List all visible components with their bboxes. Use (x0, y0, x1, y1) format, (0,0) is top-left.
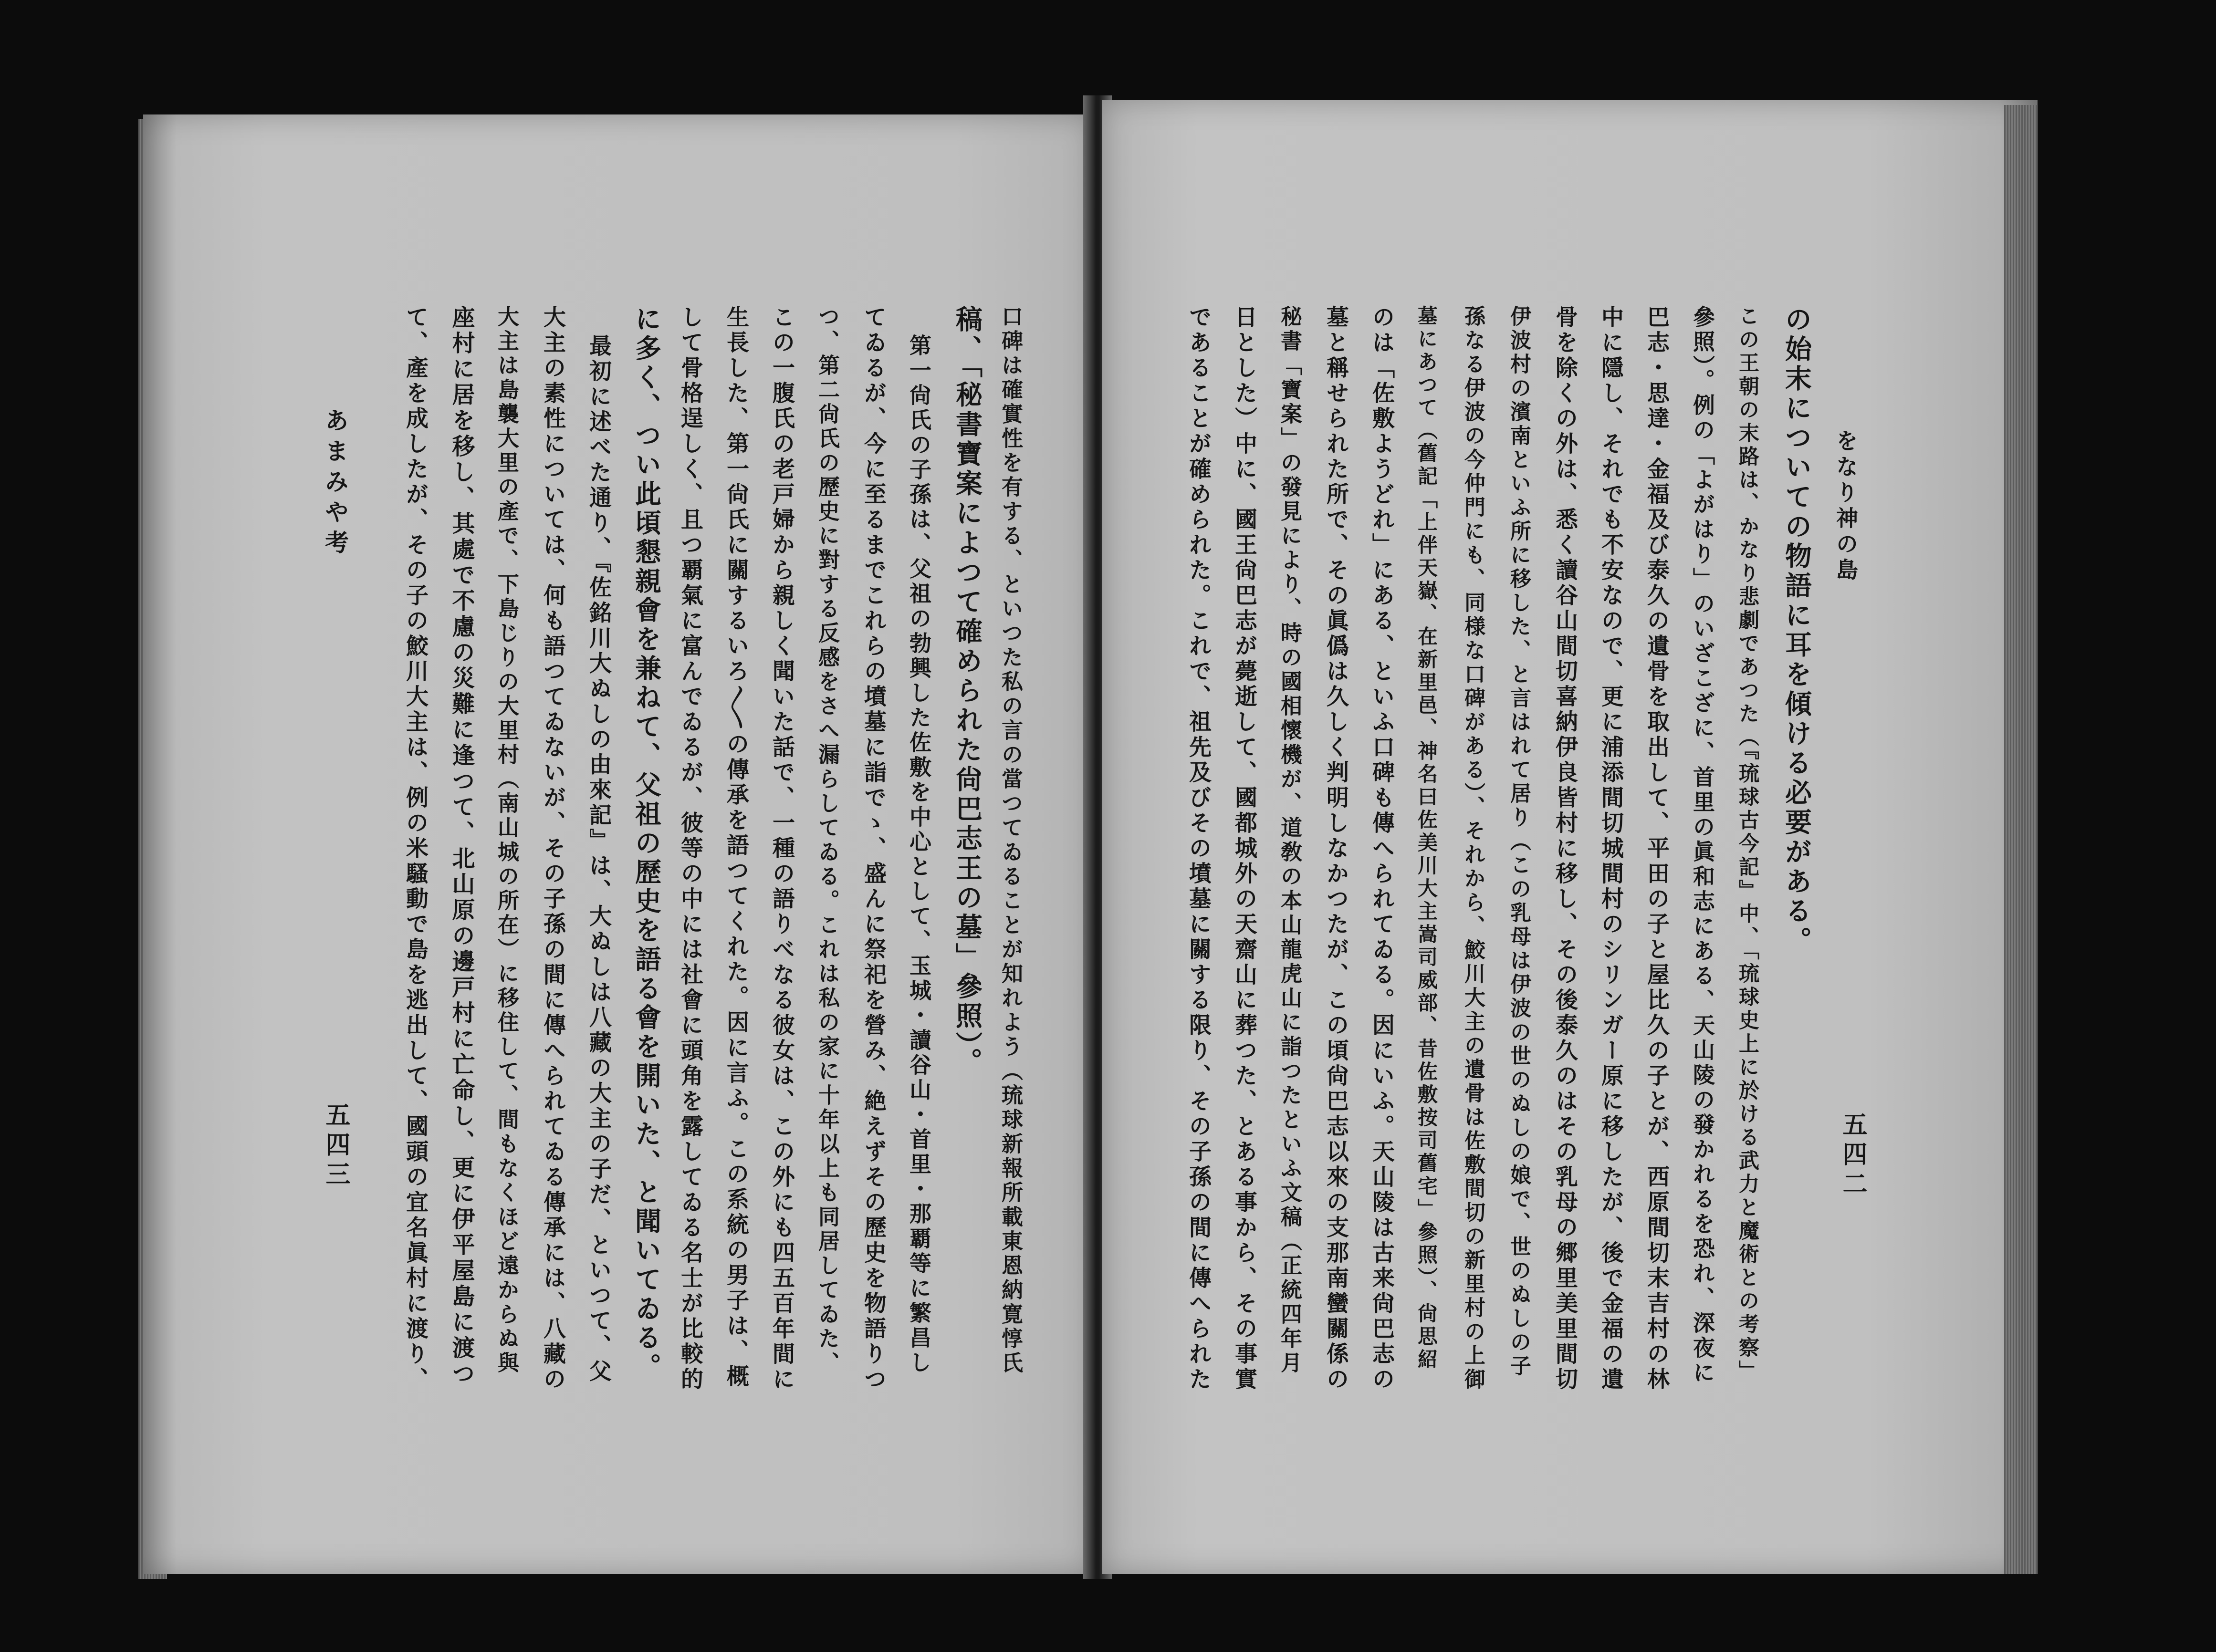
right-page-number: 五四二 (1838, 1112, 1867, 1200)
left-line-14: て、產を成したが、その子の鮫川大主は、例の米騷動で島を逃出して、國頭の宜名眞村に渡り、 (402, 305, 429, 1392)
left-line-5: つ、第二尙氏の歷史に對する反感をさへ漏らしてゐる。これは私の家に十年以上も同居してゐた、 (815, 305, 840, 1376)
left-line-9: に多く、つい此頃懇親會を兼ねて、父祖の歷史を語る會を開いた、と聞いてゐる。 (631, 305, 662, 1382)
right-line-2: この王朝の末路は、かなり悲劇であつた（『琉球古今記』中、「琉球史上に於ける武力と魔術との考察」 (1735, 305, 1759, 1383)
right-line-10: のは「佐敷ようどれ」にある、といふ口碑も傳へられてゐる。因にいふ。天山陵は古来尙巴志の (1369, 305, 1395, 1392)
right-line-7: 伊波村の濱南といふ所に移した、と言はれて居り（この乳母は伊波の世のぬしの娘で、世のぬしの子 (1506, 305, 1531, 1379)
right-line-4: 巴志・思達・金福及び泰久の遺骨を取出して、平田の子と屋比久の子とが、西原間切末吉村の林 (1643, 305, 1670, 1392)
left-line-13: 座村に居を移し、其處で不慮の災難に逢つて、北山原の邊戸村に亡命し、更に伊平屋島に渡つ (448, 305, 475, 1387)
left-line-12: 大主は島襲大里の產で、下島じりの大里村（南山城の所在）に移住して、間もなくほど遠からぬ與 (494, 305, 519, 1376)
left-line-6: この一腹氏の老戸婦から親しく聞いた話で、一種の語りべなる彼女は、この外にも四五百年間に (769, 305, 795, 1392)
right-line-6: 骨を除くの外は、悉く讀谷山間切喜納伊良皆村に移し、その後泰久のはその乳母の郷里美里間切 (1552, 305, 1578, 1392)
left-line-4: てゐるが、今に至るまでこれらの墳墓に詣でゝ、盛んに祭祀を營み、絶えずその歷史を物語りつ (860, 305, 887, 1392)
right-page-edges (2004, 105, 2038, 1574)
right-line-9: 墓にあつて（舊記「上伴天嶽、在新里邑、神名曰佐美川大主嵩司威部、昔佐敷按司舊宅」參照）、尙思紹 (1415, 305, 1438, 1371)
left-line-7: 生長した、第一尙氏に關するいろ〳〵の傳承を語つてくれた。因に言ふ。この系統の男子は、概 (723, 305, 749, 1390)
left-page (143, 114, 1093, 1574)
right-line-12: 秘書「寶案」の發見により、時の國相懷機が、道敎の本山龍虎山に詣つたといふ文稿（正統四年月 (1277, 305, 1302, 1376)
left-line-1: 口碑は確實性を有する、といつた私の言の當つてゐることが知れよう（琉球新報所載東恩納寛惇氏 (998, 305, 1023, 1376)
right-line-14: であることが確められた。これで、祖先及びその墳墓に關する限り、その子孫の間に傳へられた (1185, 305, 1212, 1392)
left-line-3: 第一尙氏の子孫は、父祖の勃興した佐敷を中心として、玉城・讀谷山・首里・那覇等に繁昌し (906, 334, 932, 1376)
right-line-3: 參照）。例の「よがはり」のいざこざに、首里の眞和志にある、天山陵の發かれるを恐れ、深夜に (1690, 305, 1715, 1386)
left-page-number: 五四三 (321, 1102, 350, 1191)
running-header: をなり神の島 (1833, 429, 1859, 584)
running-footer-title: あまみや考 (321, 408, 349, 561)
right-line-5: 中に隱し、それでも不安なので、更に浦添間切城間村のシリンガー原に移したが、後で金福の遺 (1598, 305, 1624, 1392)
right-line-13: 日とした）中に、國王尙巴志が薨逝して、國都城外の天齋山に葬つた、とある事から、その事實 (1231, 305, 1257, 1392)
right-line-8: 孫なる伊波の今仲門にも、同様な口碑がある）、それから、鮫川大主の遺骨は佐敷間切の新里村の上御 (1461, 305, 1485, 1392)
left-line-11: 大主の素性については、何も語つてゐないが、その子孫の間に傳へられてゐる傳承には、八藏の (540, 305, 566, 1392)
left-line-10: 最初に述べた通り、『佐銘川大ぬしの由來記』は、大ぬしは八藏の大主の子だ、といつて、父 (585, 334, 612, 1385)
right-line-1: の始末についての物語に耳を傾ける必要がある。 (1781, 305, 1812, 956)
left-line-2: 稿、「秘書寶案によつて確められた尙巴志王の墓」參照）。 (951, 305, 983, 1077)
left-line-8: して骨格逞しく、且つ覇氣に富んでゐるが、彼等の中には社會に頭角を露してゐる名士が比較的 (677, 305, 703, 1392)
right-line-11: 墓と稱せられた所で、その眞僞は久しく判明しなかつたが、この頃尙巴志以來の支那南蠻關係の (1323, 305, 1349, 1392)
